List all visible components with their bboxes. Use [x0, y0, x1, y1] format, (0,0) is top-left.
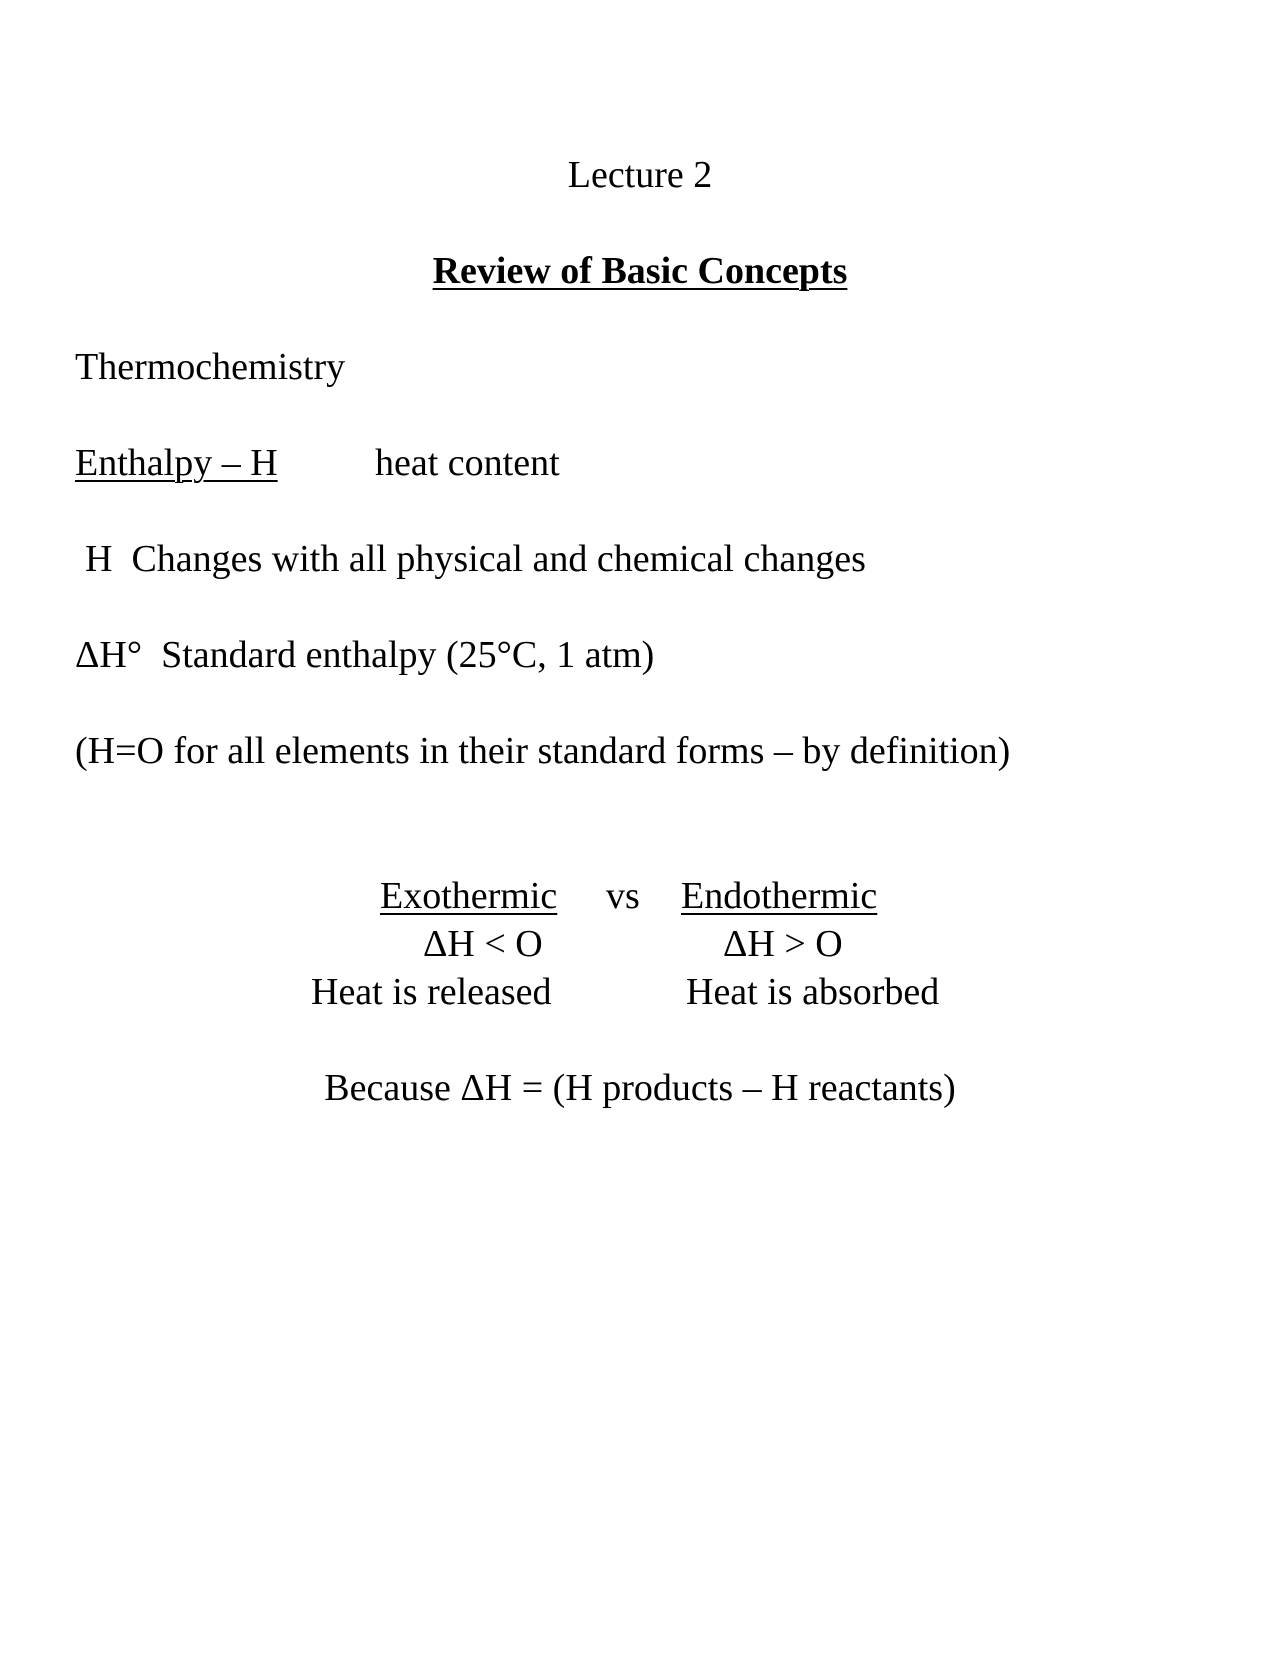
endothermic-heading: Endothermic — [681, 875, 878, 917]
enthalpy-term: Enthalpy – H — [75, 442, 278, 484]
standard-enthalpy-line: ΔH° Standard enthalpy (25°C, 1 atm) — [75, 634, 655, 676]
elements-note-line: (H=O for all elements in their standard forms – by definition) — [75, 730, 1011, 772]
page-title: Review of Basic Concepts — [432, 250, 848, 292]
vs-label: vs — [606, 875, 640, 917]
endothermic-sign: ΔH > O — [723, 923, 843, 965]
exothermic-heading: Exothermic — [380, 875, 558, 917]
exothermic-sign: ΔH < O — [423, 923, 543, 965]
because-equation: Because ΔH = (H products – H reactants) — [324, 1067, 956, 1109]
enthalpy-definition: heat content — [375, 442, 560, 484]
h-changes-line: H Changes with all physical and chemical changes — [85, 538, 866, 580]
section-heading: Thermochemistry — [75, 346, 346, 388]
exothermic-description: Heat is released — [311, 971, 552, 1013]
endothermic-description: Heat is absorbed — [686, 971, 940, 1013]
lecture-label: Lecture 2 — [567, 154, 713, 196]
